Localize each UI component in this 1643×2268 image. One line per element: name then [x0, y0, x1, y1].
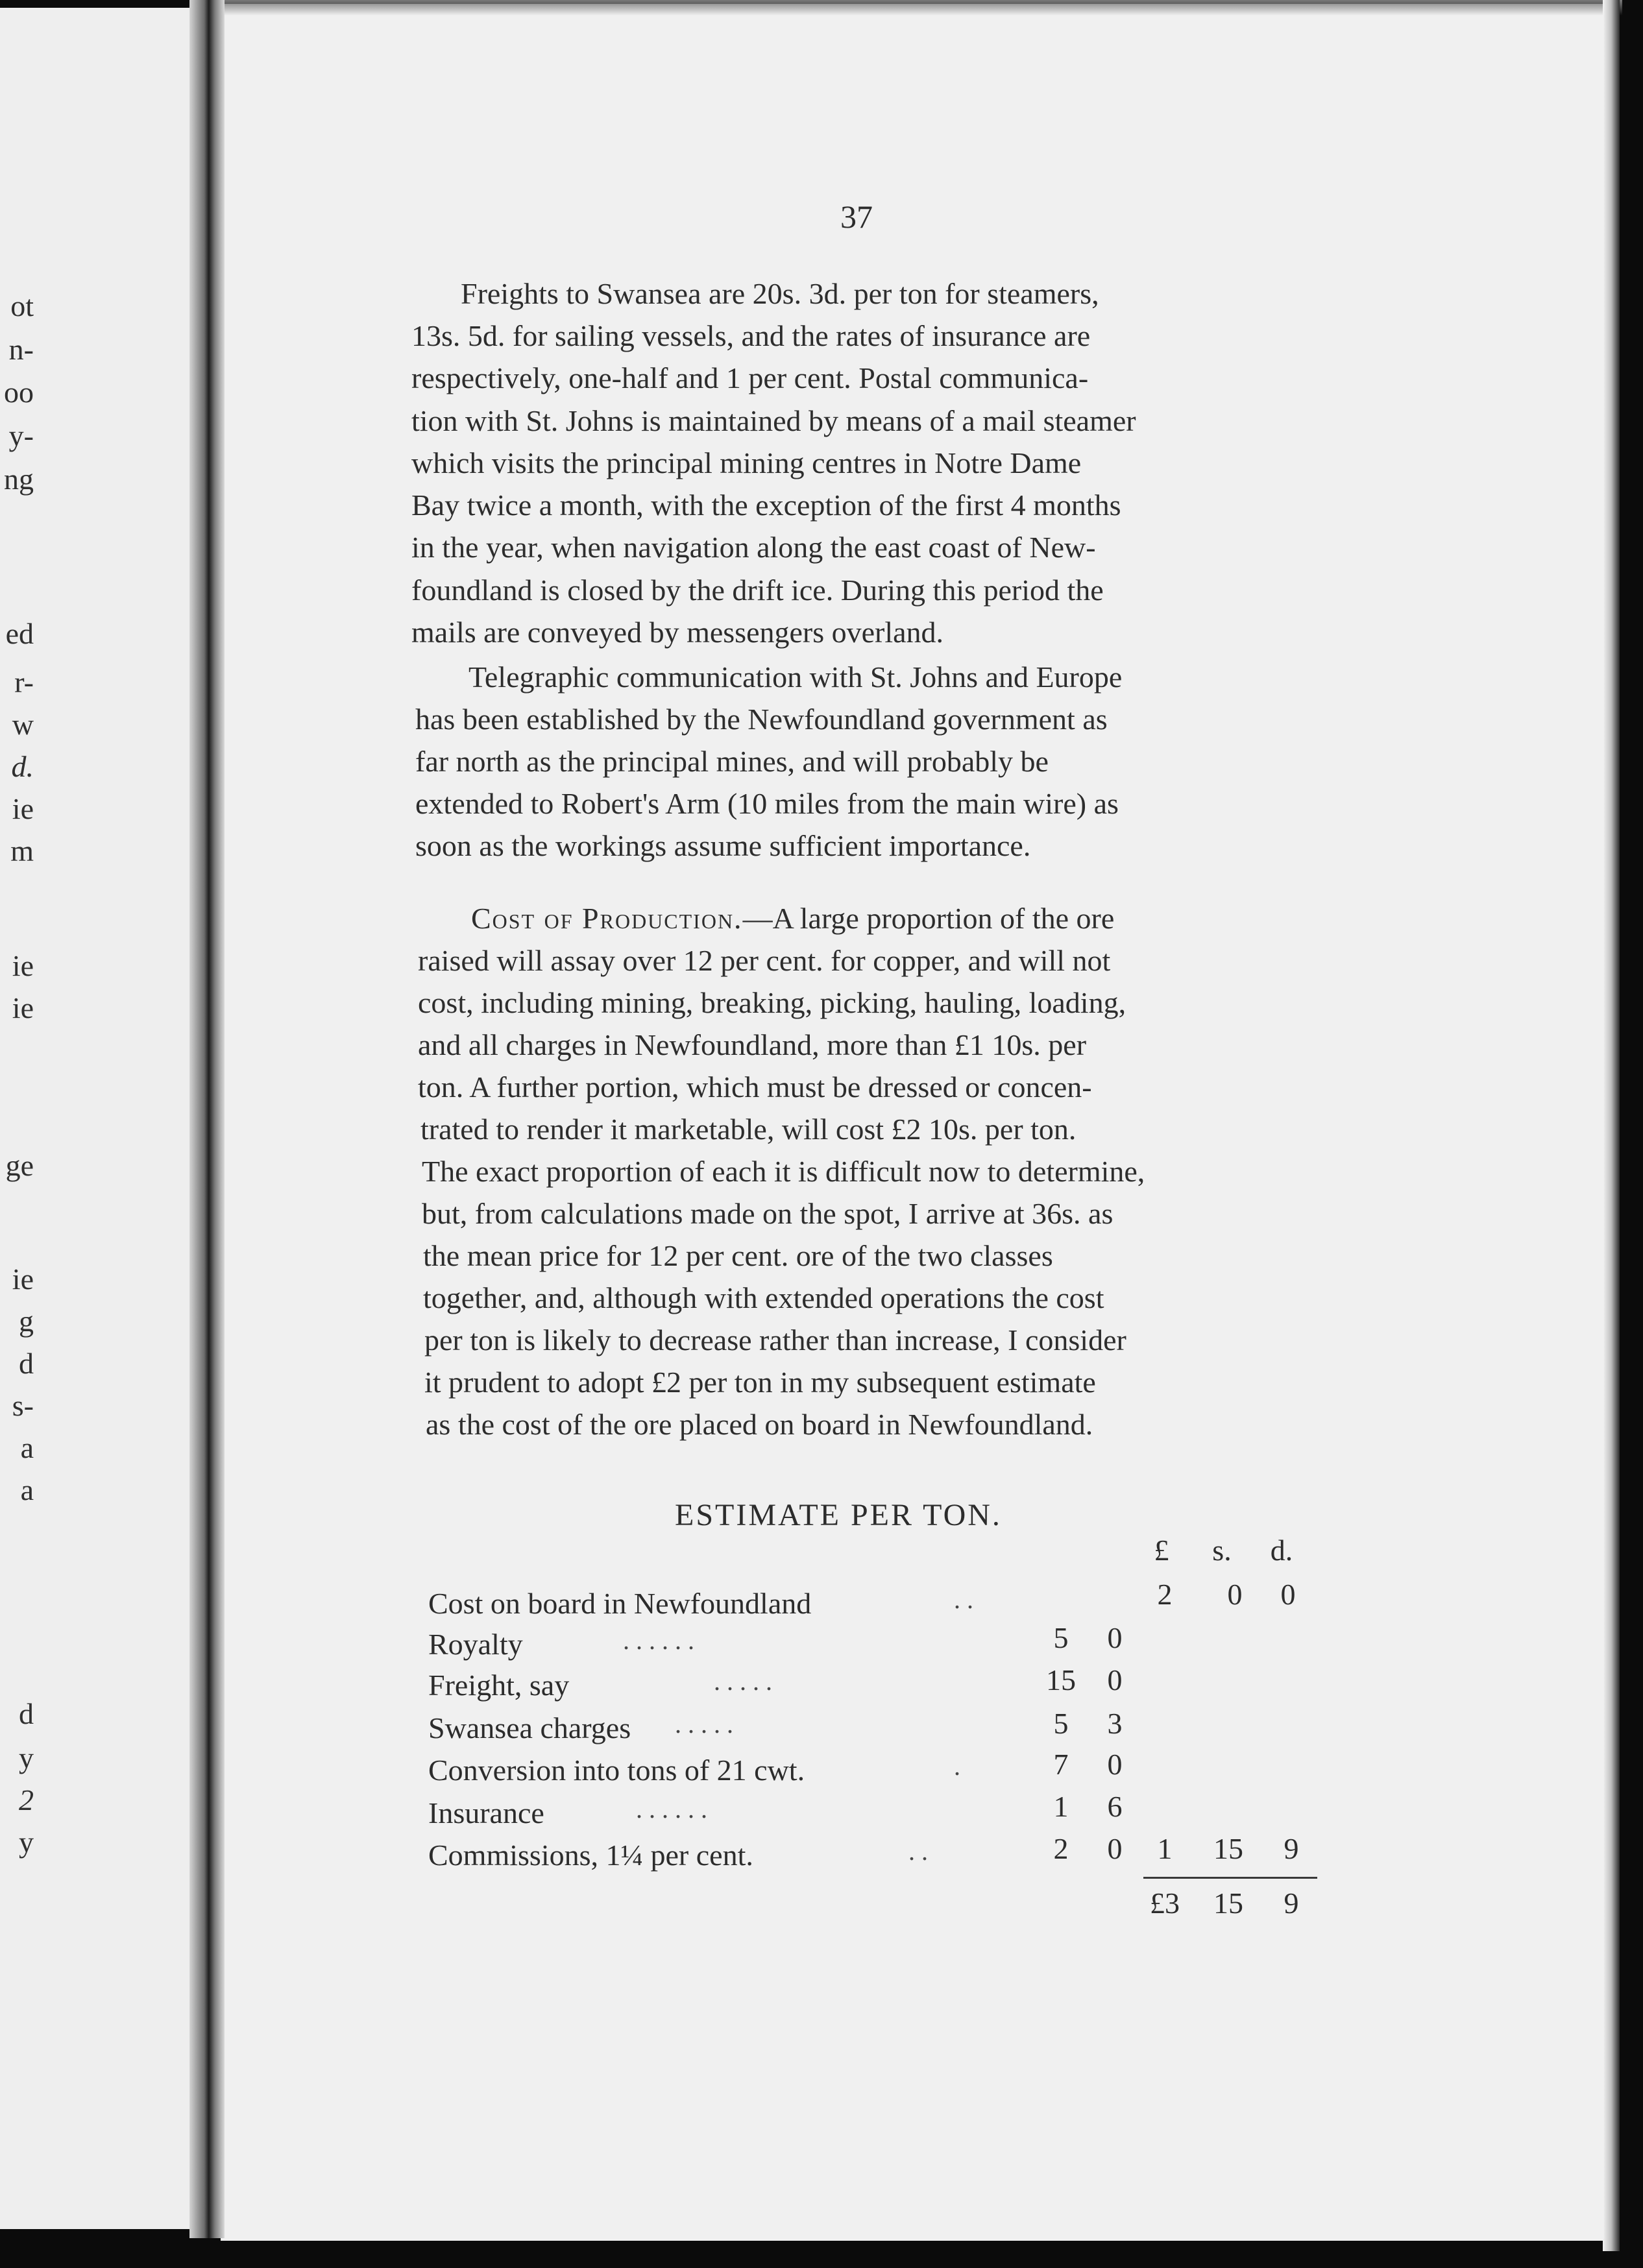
dot-leaders: .	[954, 1752, 960, 1781]
margin-fragment: ie	[12, 792, 34, 825]
margin-fragment: y	[19, 1826, 34, 1859]
text-line: foundland is closed by the drift ice. During this period the	[411, 573, 1104, 607]
page-edge	[1603, 0, 1620, 2251]
text-line: far north as the principal mines, and will probably be	[415, 745, 1049, 778]
table-title: ESTIMATE PER TON.	[675, 1498, 1002, 1532]
text-line: it prudent to adopt £2 per ton in my subsequent estimate	[424, 1366, 1096, 1399]
text-line: in the year, when navigation along the east coast of New-	[411, 531, 1096, 564]
s-value: 5	[1053, 1621, 1069, 1654]
margin-fragment: ie	[12, 991, 34, 1024]
text-line: Telegraphic communication with St. Johns and Europe	[469, 660, 1123, 694]
text-line: trated to render it marketable, will cost £2 10s. per ton.	[420, 1113, 1077, 1146]
margin-fragment: ot	[10, 289, 34, 322]
text-line: respectively, one-half and 1 per cent. Postal communica-	[411, 361, 1089, 394]
shillings-column-header: s.	[1212, 1534, 1232, 1567]
s-value: 7	[1053, 1748, 1069, 1781]
margin-fragment: y	[19, 1741, 34, 1774]
text-line: Bay twice a month, with the exception of the first 4 months	[411, 489, 1121, 522]
d-value: 0	[1107, 1832, 1123, 1865]
text-line: Freights to Swansea are 20s. 3d. per ton for steamers,	[461, 277, 1099, 310]
text-line: together, and, although with extended operations the cost	[423, 1281, 1104, 1314]
text-line: as the cost of the ore placed on board in Newfoundland.	[426, 1408, 1093, 1441]
text-line: cost, including mining, breaking, picking, hauling, loading,	[418, 986, 1126, 1019]
text-line: tion with St. Johns is maintained by means of a mail steamer	[411, 404, 1136, 437]
pence-value: 0	[1280, 1578, 1296, 1611]
margin-fragment: r-	[14, 666, 34, 699]
margin-fragment: d.	[11, 750, 34, 783]
margin-fragment: n-	[8, 333, 34, 366]
dot-leaders: . . . . . .	[636, 1794, 707, 1824]
previous-page-fragment	[0, 8, 206, 2229]
margin-fragment: ge	[5, 1149, 34, 1182]
text-line: but, from calculations made on the spot, I arrive at 36s. as	[422, 1197, 1114, 1230]
pence-column-header: d.	[1270, 1534, 1293, 1567]
text-line: ton. A further portion, which must be dressed or concen-	[418, 1070, 1092, 1104]
pounds-value: 2	[1157, 1578, 1173, 1611]
row-label: Insurance	[428, 1796, 544, 1829]
d-value: 3	[1107, 1707, 1123, 1740]
margin-fragment: ie	[12, 949, 34, 982]
text-line: Cost of Production.—A large proportion of the ore	[471, 902, 1115, 935]
s-value: 15	[1046, 1663, 1076, 1696]
s-value: 1	[1053, 1790, 1069, 1823]
text-line: has been established by the Newfoundland government as	[415, 703, 1108, 736]
pounds-value: 1	[1157, 1832, 1173, 1865]
row-label: Conversion into tons of 21 cwt.	[428, 1754, 805, 1787]
page-edge-shadow	[221, 0, 1622, 16]
text-line: which visits the principal mining centres in Notre Dame	[411, 446, 1082, 479]
dot-leaders: . .	[908, 1837, 928, 1866]
pence-value: 9	[1284, 1832, 1299, 1865]
text-line: and all charges in Newfoundland, more than £1 10s. per	[418, 1028, 1087, 1061]
text-line: soon as the workings assume sufficient importance.	[415, 829, 1031, 862]
row-label: Cost on board in Newfoundland	[428, 1587, 812, 1620]
margin-fragment: m	[10, 834, 34, 867]
total-pounds: £3	[1150, 1887, 1180, 1920]
book-gutter	[189, 0, 225, 2238]
shillings-value: 0	[1227, 1578, 1243, 1611]
text-line: 13s. 5d. for sailing vessels, and the rates of insurance are	[411, 319, 1091, 352]
text-line: per ton is likely to decrease rather than increase, I consider	[424, 1323, 1126, 1357]
row-label: Freight, say	[428, 1669, 570, 1702]
s-value: 5	[1053, 1707, 1069, 1740]
margin-fragment: ng	[4, 463, 34, 496]
dot-leaders: . .	[954, 1585, 973, 1614]
section-heading: Cost of Production.	[471, 902, 743, 935]
sum-rule	[1143, 1877, 1317, 1879]
margin-fragment: d	[19, 1347, 34, 1380]
margin-fragment: g	[19, 1305, 34, 1338]
total-pence: 9	[1284, 1887, 1299, 1920]
row-label: Swansea charges	[428, 1711, 631, 1744]
text-line: The exact proportion of each it is difficult now to determine,	[422, 1155, 1145, 1188]
pounds-column-header: £	[1154, 1534, 1169, 1567]
margin-fragment: ie	[12, 1262, 34, 1296]
margin-fragment: d	[19, 1697, 34, 1730]
row-label: Royalty	[428, 1628, 523, 1661]
margin-fragment: s-	[12, 1389, 34, 1422]
dot-leaders: . . . . .	[675, 1709, 733, 1739]
s-value: 2	[1053, 1832, 1069, 1865]
text-line: the mean price for 12 per cent. ore of the two classes	[423, 1239, 1053, 1272]
d-value: 6	[1107, 1790, 1123, 1823]
text-line: extended to Robert's Arm (10 miles from the main wire) as	[415, 787, 1119, 820]
text-line: raised will assay over 12 per cent. for copper, and will not	[418, 944, 1111, 977]
total-shillings: 15	[1213, 1887, 1243, 1920]
row-label: Commissions, 1¼ per cent.	[428, 1839, 753, 1872]
d-value: 0	[1107, 1748, 1123, 1781]
page-number: 37	[840, 199, 873, 235]
dot-leaders: . . . . . .	[623, 1626, 694, 1655]
margin-fragment: a	[20, 1431, 34, 1464]
d-value: 0	[1107, 1621, 1123, 1654]
shillings-value: 15	[1213, 1832, 1243, 1865]
margin-fragment: w	[12, 708, 34, 741]
margin-fragment: a	[20, 1473, 34, 1506]
margin-fragment: ed	[5, 617, 34, 650]
margin-fragment: y-	[8, 419, 34, 452]
margin-fragment: oo	[4, 376, 34, 409]
dot-leaders: . . . . .	[714, 1667, 772, 1696]
d-value: 0	[1107, 1663, 1123, 1696]
margin-fragment: 2	[19, 1783, 34, 1816]
text-line: mails are conveyed by messengers overland.	[411, 616, 944, 649]
